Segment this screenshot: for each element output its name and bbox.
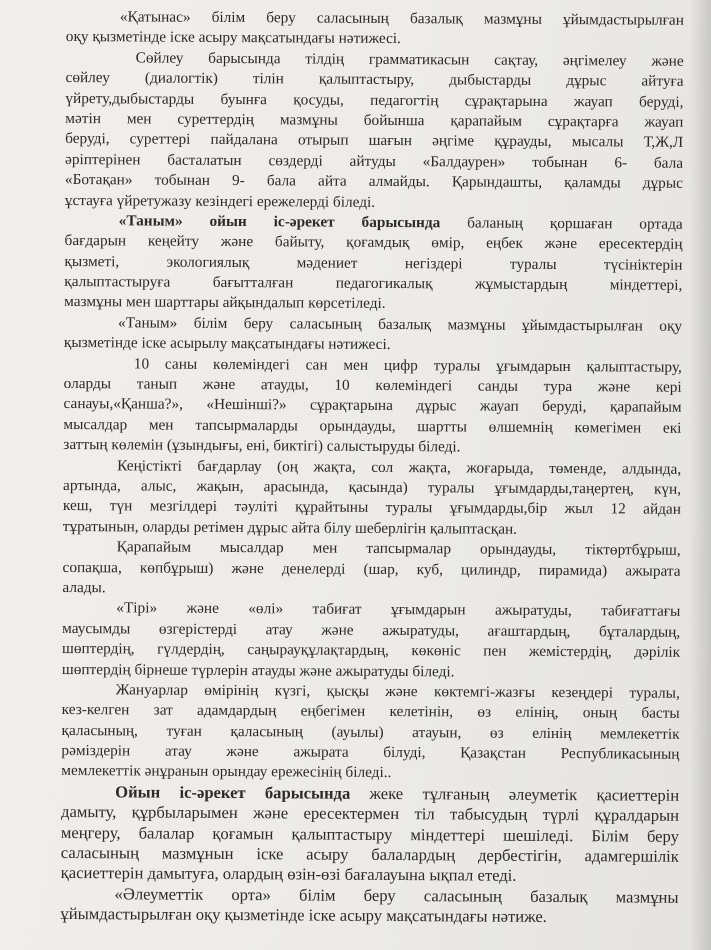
paragraph-tanym-result <box>64 313 682 358</box>
bold-lead: «Таным» ойын іс-әрекет барысында <box>118 212 441 232</box>
text-line: саласының мазмұнын іске асыру балалардың дербестігін, адамгершілік <box>60 843 679 866</box>
paragraph-tanym-activity <box>64 211 683 317</box>
paragraph-katynas-result <box>66 7 684 52</box>
text-line: меңгеру, балалар қоғамын қалыптастыру міндеттері шешіледі. Білім беру <box>60 822 680 846</box>
text-line: «Ботақан» тобынан 9- бала айта алмайды. Қарындашты, қаламды дұрыс <box>64 171 683 192</box>
text-line: шөптердің, гүлдердің, саңырауқұлақтардың, көкөніс пен жемістердің, дәрілік <box>62 640 681 661</box>
text-line: ұйымдастырылған оқу қызметінде іске асыру мақсатындағы нәтиже. <box>60 904 547 927</box>
text-line: беруді, суреттері пайдалана отырып шағын әңгіме құрауды, мысалы Т,Ж,Л <box>65 130 684 152</box>
text-line: «Таным» білім беру саласының базалық мазмұны ұйымдастырылған оқу <box>118 314 683 335</box>
text-line: Кеңістікті бағдарлау (оң жақта, сол жақта, жоғарыда, төменде, алдында, <box>117 456 682 478</box>
text-line: қызметінде іске асырылу мақсатындағы нәтижесі. <box>63 334 391 354</box>
text-line: дамыту, құрбыларымен және ересектермен тіл табысудың түрлі құралдарын <box>61 802 680 825</box>
text-line: заттың көлемін (ұзындығы, ені, биктігі) салыстыруды біледі. <box>63 436 461 456</box>
page-edge-shadow <box>689 0 711 950</box>
text-line: қалыптастыруға бағытталған педагогикалық жұмыстардың міндеттері, <box>64 273 683 294</box>
text-line: алады. <box>62 578 106 597</box>
text-line: Жануарлар өмірінің күзгі, қысқы және көктемгі-жазғы кезеңдері туралы, <box>115 681 680 702</box>
text-line: мазмұны мен шарттары айқындалып көрсетіледі. <box>64 293 386 313</box>
text-line: әріптерінен басталатын сөздерді айтуды «Балдаурен» тобынан 6- бала <box>65 150 684 172</box>
text-line: тұратынын, оларды ретімен дұрыс айта білу шеберлігін қалыптасқан. <box>62 517 518 538</box>
text-line: мәтін мен суреттердің мазмұны бойынша қарапайым сұрақтарға жауап <box>65 109 684 131</box>
text-line: артында, алыс, жақын, арасында, қасында) туралы ұғымдарды,таңертең, күн, <box>63 476 682 498</box>
text-line: қасиеттерін дамытуға, олардың өзін-өзі бағалауына ықпал етеді. <box>60 863 517 886</box>
paragraph-nature <box>62 598 680 683</box>
bold-lead: Ойын іс-әрекет барысында <box>115 782 351 803</box>
paragraph-social-environment <box>60 884 678 929</box>
text-line: оларды танып және атауды, 10 көлеміндегі санды тура және кері <box>63 375 682 396</box>
text-line: кеш, түн мезгілдері тәуліті құрайтыны туралы ұғымдарды,бір жыл 12 айдан <box>62 497 681 519</box>
paragraph-numbers <box>63 354 682 460</box>
text-line: сопақша, көпбұрыш) және денелерді (шар, куб, цилиндр, пирамида) ажырата <box>62 558 681 580</box>
text-line: қызметі, экологиялық мәдениет негіздері туралы түсініктерін <box>64 252 683 274</box>
text-line: «Тірі» және «өлі» табиғат ұғымдарын ажыратуды, табиғаттағы <box>116 599 681 621</box>
text-line: мысалдар мен тапсырмаларды орындауды, шартты өлшемнің көмегімен екі <box>63 415 682 437</box>
text-line: «Қатынас» білім беру саласының базалық мазмұны ұйымдастырылған <box>119 8 684 29</box>
paragraph-shapes <box>62 537 680 602</box>
text-line: мемлекеттік әнұранын орындау ережесінің біледі.. <box>61 762 392 782</box>
text-line: кез-келген зат адамдардың еңбегімен келетінін, өз елінің, оның басты <box>61 701 680 723</box>
paragraph-animals-homeland <box>61 680 680 786</box>
text-line: шөптердің бірнеше түрлерін атауды және ажыратуды біледі. <box>61 660 455 680</box>
paragraph-game-activity <box>61 782 680 888</box>
text-line: Сөйлеу барысында тілдің грамматикасын сақтау, әңгімелеу және <box>135 49 684 70</box>
text-line: Қарапайым мысалдар мен тапсырмалар орындауды, тіктөртбұрыш, <box>116 538 681 559</box>
line-rest: жеке тұлғаның әлеуметік қасиеттерін <box>350 783 680 805</box>
text-line: бағдарын кеңейту және байыту, қоғамдық өмір, еңбек және ересектердің <box>64 232 683 254</box>
text-line: қаласының, туған қаласының (ауылы) атауын, өз елінің мемлекеттік <box>61 721 680 743</box>
text-line: үйрету,дыбыстарды буынға қосуды, педагогтің сұрақтарына жауап беруді, <box>65 89 684 111</box>
text-line: оқу қызметінде іске асыру мақсатындағы нәтижесі. <box>65 28 401 48</box>
line-rest: баланың қоршаған ортада <box>440 214 683 233</box>
text-line: маусымды өзгерістерді атау және ажыратуды, ағаштардың, бұталардың, <box>62 619 681 641</box>
paragraph-speech-development <box>65 48 684 215</box>
text-line: 10 саны көлеміндегі сан мен цифр туралы ұғымдарын қалыптастыру, <box>133 355 682 376</box>
text-line: ұстауға үйретужазу кезіндегі ережелерді біледі. <box>64 191 376 211</box>
paragraph-spatial-orientation <box>63 456 681 541</box>
text-line: рәміздерін атау және ажырата білуді, Қазақстан Республикасының <box>61 742 680 763</box>
text-line: сөйлеу (диалогтік) тілін қалыптастыру, дыбыстарды дұрыс айтуға <box>65 69 684 90</box>
text-line: «Әлеуметтік орта» білім беру саласының базалық мазмұны <box>114 884 679 907</box>
document-body <box>60 7 684 928</box>
text-line: санауы,«Қанша?», «Нешінші?» сұрақтарына дұрыс жауап беруді, қарапайым <box>63 395 682 417</box>
